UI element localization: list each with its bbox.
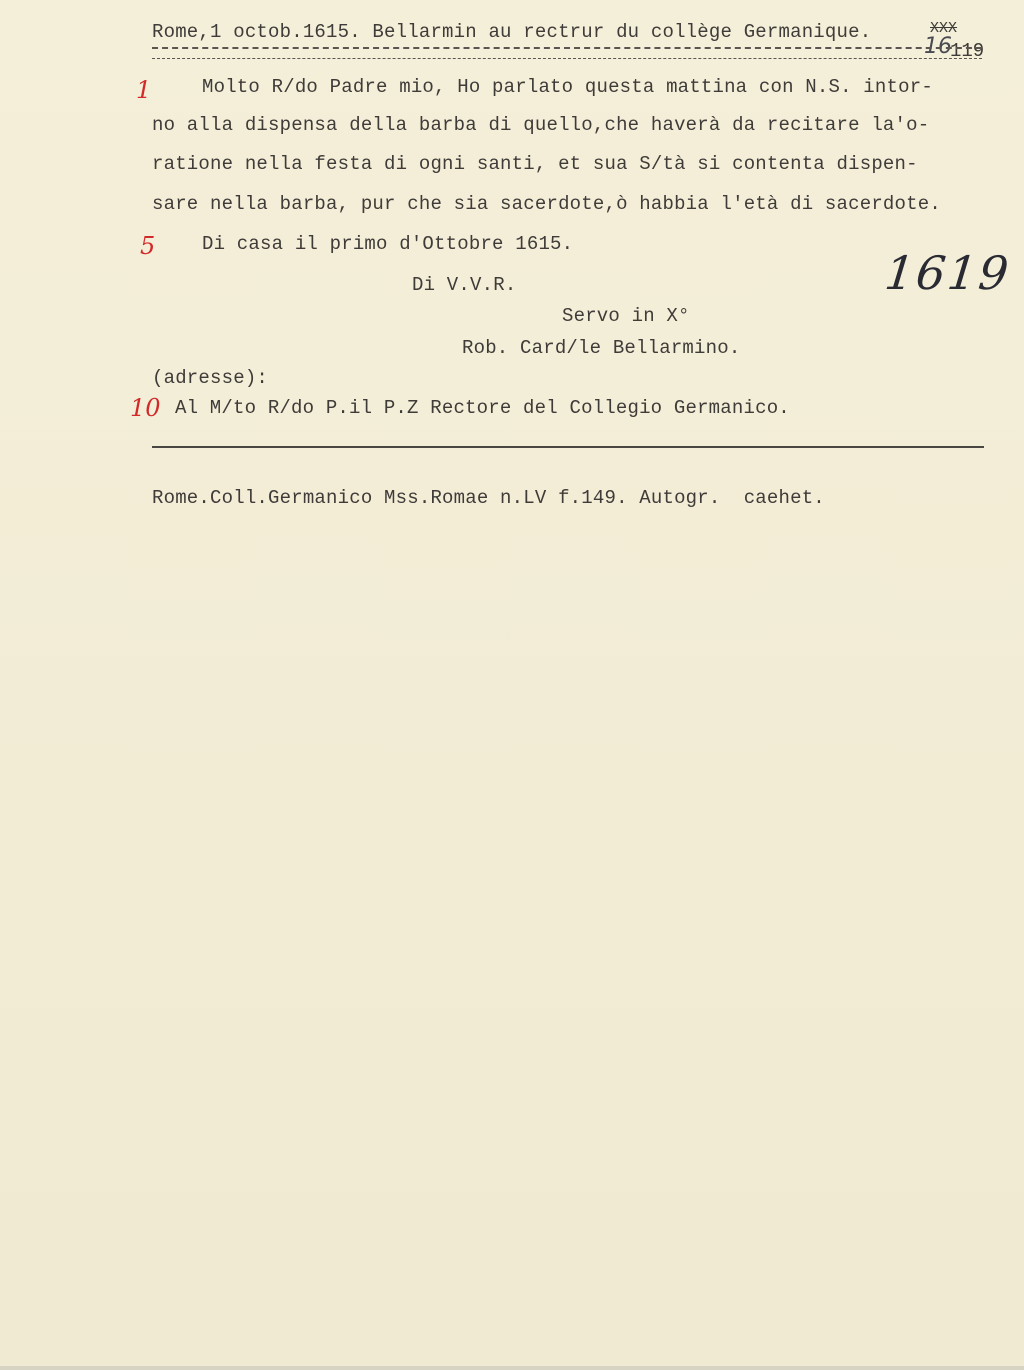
body-line: sare nella barba, pur che sia sacerdote,ò habbia l'età di sacerdote. xyxy=(152,193,941,215)
handwritten-year: 1619 xyxy=(882,246,1013,300)
scan-edge xyxy=(0,1366,1024,1370)
source-note: Rome.Coll.Germanico Mss.Romae n.LV f.149. Autogr. caehet. xyxy=(152,487,825,509)
address-text: Al M/to R/do P.il P.Z Rectore del Collegio Germanico. xyxy=(175,397,790,419)
heading-underline xyxy=(152,47,982,49)
letter-heading: Rome,1 octob.1615. Bellarmin au rectrur du collège Germanique. xyxy=(152,21,872,43)
folio-number: 119 xyxy=(950,40,985,62)
body-line: Molto R/do Padre mio, Ho parlato questa mattina con N.S. intor- xyxy=(202,76,933,98)
body-line: ratione nella festa di ogni santi, et sua S/tà si contenta dispen- xyxy=(152,153,918,175)
folio-pencil-mark: 16 xyxy=(924,34,952,59)
heading-underline-2 xyxy=(152,58,982,59)
separator-rule xyxy=(152,446,984,448)
margin-line-number-1: 1 xyxy=(136,76,152,104)
margin-line-number-5: 5 xyxy=(140,232,156,260)
address-label: (adresse): xyxy=(152,367,269,389)
body-line: no alla dispensa della barba di quello,che haverà da recitare la'o- xyxy=(152,114,930,136)
signature-name: Rob. Card/le Bellarmino. xyxy=(462,337,741,359)
signature-line: Servo in X° xyxy=(562,305,690,327)
body-line: Di casa il primo d'Ottobre 1615. xyxy=(202,233,574,255)
margin-line-number-10: 10 xyxy=(130,394,161,422)
salutation: Di V.V.R. xyxy=(412,274,517,296)
folio-struck-mark: XXX xyxy=(930,20,958,37)
